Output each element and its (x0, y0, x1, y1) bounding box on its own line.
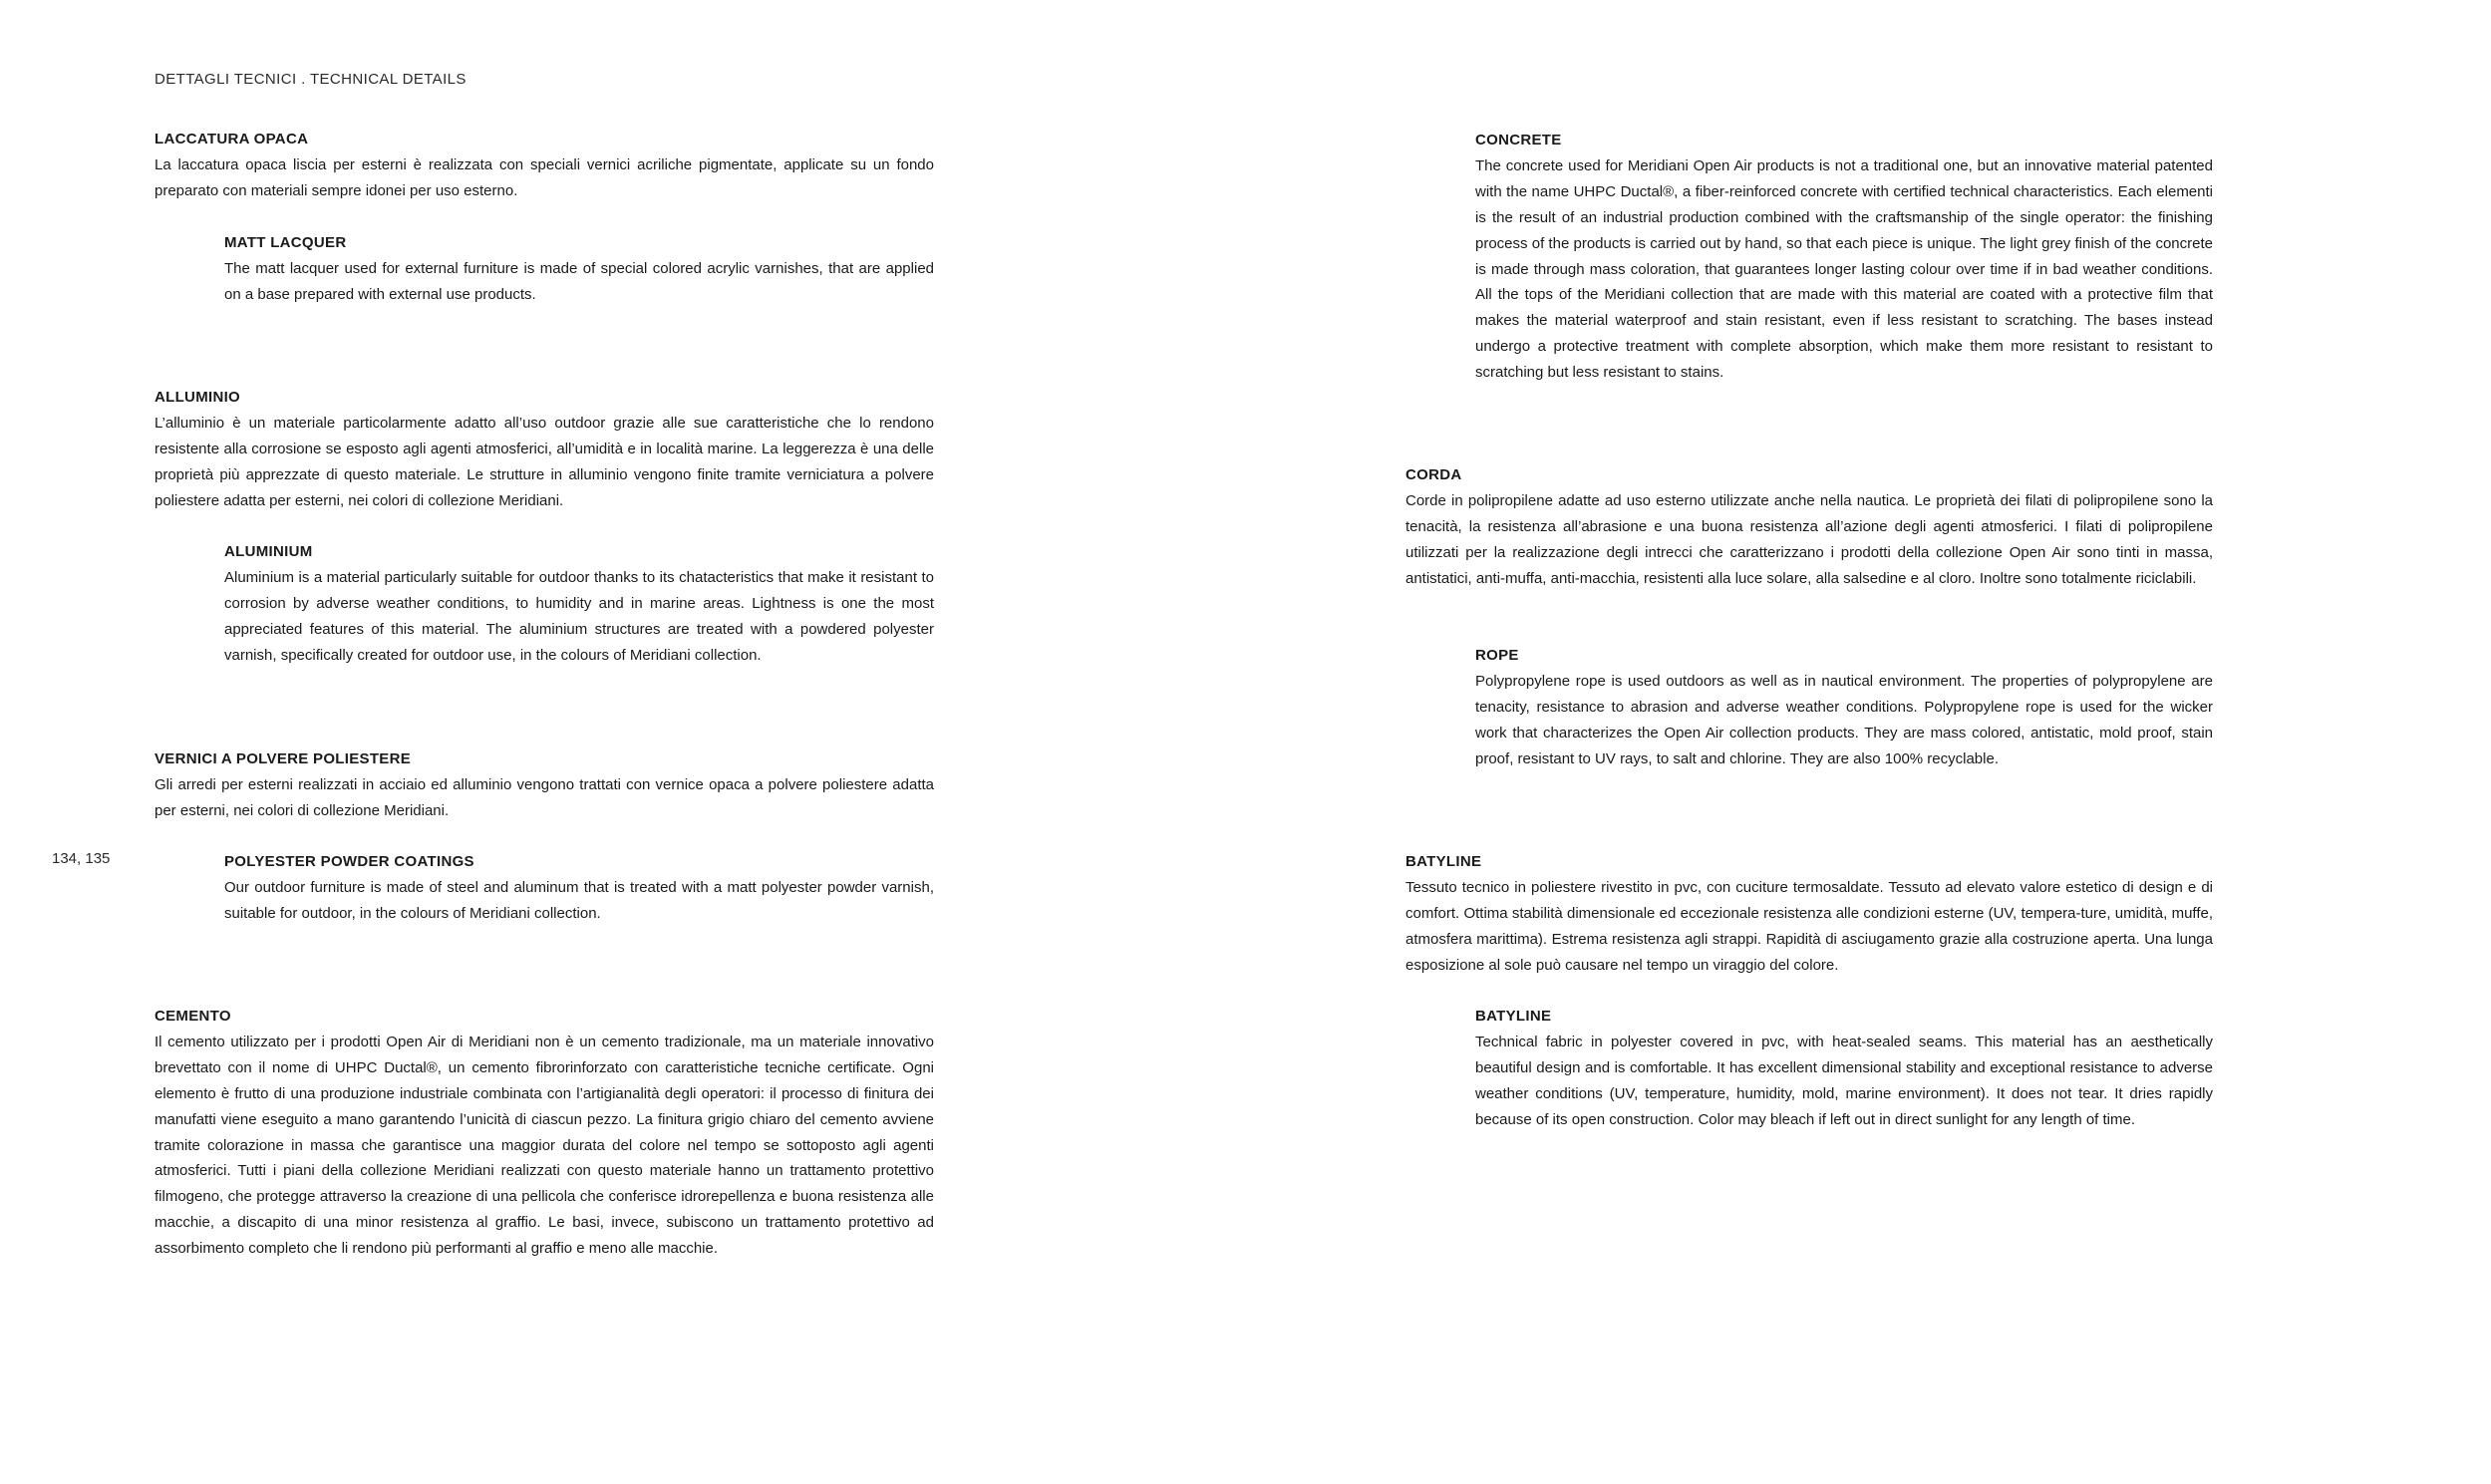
section-text: Technical fabric in polyester covered in pvc, with heat-sealed seams. This material has an aesthetically beautiful design and is comfortable. It has excellent dimensional stability and exceptional resistance to adverse weather conditions (UV, temperature, humidity, mold, marine environment). It does not tear. It dries rapidly because of its open construction. Color may bleach if left out in direct sunlight for any length of time. (1475, 1033, 2213, 1128)
section-title: CEMENTO (155, 1008, 231, 1025)
page-number: 134, 135 (52, 850, 111, 867)
section-title: ALUMINIUM (224, 543, 313, 560)
section-title: BATYLINE (1475, 1008, 1552, 1025)
section-cemento (155, 1004, 934, 1262)
section-laccatura-opaca (155, 127, 934, 204)
section-text: L’alluminio è un materiale particolarmente adatto all’uso outdoor grazie alle sue caratteristiche che lo rendono resistente alla corrosione se esposto agli agenti atmosferici, all’umidità e in località marine. La leggerezza è una delle proprietà più apprezzate di questo materiale. Le strutture in alluminio vengono finite tramite verniciatura a polvere poliestere adatta per esterni, nei colori di collezione Meridiani. (155, 414, 934, 509)
section-title: BATYLINE (1405, 853, 1482, 870)
section-title: CONCRETE (1475, 132, 1562, 148)
section-batyline-en (1475, 1004, 2213, 1133)
section-text: The concrete used for Meridiani Open Air products is not a traditional one, but an innovative material patented with the name UHPC Ductal®, a fiber-reinforced concrete with certified technical characteristics. Each elementi is the result of an industrial production combined with the craftsmanship of the single operator: the finishing process of the products is carried out by hand, so that each piece is unique. The light grey finish of the concrete is made through mass coloration, that guarantees longer lasting colour over time if in bad weather conditions. All the tops of the Meridiani collection that are made with this material are coated with a protective film that makes the material waterproof and stain resistant, even if less resistant to scratching. The bases instead undergo a protective treatment with complete absorption, which make them more resistant to resistant to scratching but less resistant to stains. (1475, 156, 2213, 382)
section-aluminium (224, 539, 934, 669)
section-text: La laccatura opaca liscia per esterni è realizzata con speciali vernici acriliche pigmentate, applicate su un fondo preparato con materiali sempre idonei per uso esterno. (155, 155, 934, 199)
section-matt-lacquer (224, 230, 934, 308)
section-alluminio (155, 385, 934, 514)
section-rope (1475, 643, 2213, 772)
section-title: CORDA (1405, 466, 1462, 483)
section-concrete (1475, 128, 2213, 386)
section-polyester-powder-coatings (224, 849, 934, 927)
section-text: The matt lacquer used for external furniture is made of special colored acrylic varnishes, that are applied on a base prepared with external use products. (224, 259, 934, 303)
section-title: VERNICI A POLVERE POLIESTERE (155, 750, 412, 767)
section-title: ROPE (1475, 647, 1519, 664)
section-title: LACCATURA OPACA (155, 131, 309, 148)
section-text: Gli arredi per esterni realizzati in acciaio ed alluminio vengono trattati con vernice opaca a polvere poliestere adatta per esterni, nei colori di collezione Meridiani. (155, 775, 934, 819)
page-header: DETTAGLI TECNICI . TECHNICAL DETAILS (155, 71, 467, 88)
section-batyline-it (1405, 849, 2213, 979)
section-text: Our outdoor furniture is made of steel and aluminum that is treated with a matt polyester powder varnish, suitable for outdoor, in the colours of Meridiani collection. (224, 878, 934, 922)
section-text: Polypropylene rope is used outdoors as well as in nautical environment. The properties of polypropylene are tenacity, resistance to abrasion and adverse weather conditions. Polypropylene rope is used for the wicker work that characterizes the Open Air collection products. They are mass colored, antistatic, mold proof, stain proof, resistant to UV rays, to salt and chlorine. They are also 100% recyclable. (1475, 672, 2213, 767)
section-title: POLYESTER POWDER COATINGS (224, 853, 474, 870)
section-text: Il cemento utilizzato per i prodotti Open Air di Meridiani non è un cemento tradizionale, ma un materiale innovativo brevettato con il nome di UHPC Ductal®, un cemento fibrorinforzato con caratteristiche tecniche certificate. Ogni elemento è frutto di una produzione industriale combinata con l’artigianalità degli operatori: il processo di finitura dei manufatti viene eseguito a mano garantendo l’unicità di ciascun pezzo. La finitura grigio chiaro del cemento avviene tramite colorazione in massa che garantisce una maggior durata del colore nel tempo se sottoposto agli agenti atmosferici. Tutti i piani della collezione Meridiani realizzati con questo materiale hanno un trattamento protettivo filmogeno, che protegge attraverso la creazione di una pellicola che conferisce idrorepellenza e buona resistenza alle macchie, a discapito di una minor resistenza al graffio. Le basi, invece, subiscono un trattamento protettivo ad assorbimento completo che li rendono più performanti al graffio e meno alle macchie. (155, 1033, 934, 1258)
section-vernici-poliestere (155, 746, 934, 824)
section-text: Aluminium is a material particularly suitable for outdoor thanks to its chatacteristics that make it resistant to corrosion by adverse weather conditions, to humidity and in marine areas. Lightness is one the most appreciated features of this material. The aluminium structures are treated with a powdered polyester varnish, specifically created for outdoor use, in the colours of Meridiani collection. (224, 568, 934, 664)
section-text: Tessuto tecnico in poliestere rivestito in pvc, con cuciture termosaldate. Tessuto ad elevato valore estetico di design e di comfort. Ottima stabilità dimensionale ed eccezionale resistenza alle condizioni esterne (UV, tempera-ture, umidità, muffe, atmosfera marittima). Estrema resistenza agli strappi. Rapidità di asciugamento grazie alla costruzione aperta. Una lunga esposizione al sole può causare nel tempo un viraggio del colore. (1405, 878, 2213, 974)
section-title: ALLUMINIO (155, 389, 241, 406)
section-title: MATT LACQUER (224, 234, 347, 251)
section-corda (1405, 462, 2213, 592)
section-text: Corde in polipropilene adatte ad uso esterno utilizzate anche nella nautica. Le proprietà dei filati di polipropilene sono la tenacità, la resistenza all’abrasione e una buona resistenza all’azione degli agenti atmosferici. I filati di polipropilene utilizzati per la realizzazione degli intrecci che caratterizzano i prodotti della collezione Open Air sono tinti in massa, antistatici, anti-muffa, anti-macchia, resistenti alla luce solare, alla salsedine e al cloro. Inoltre sono totalmente riciclabili. (1405, 491, 2213, 587)
